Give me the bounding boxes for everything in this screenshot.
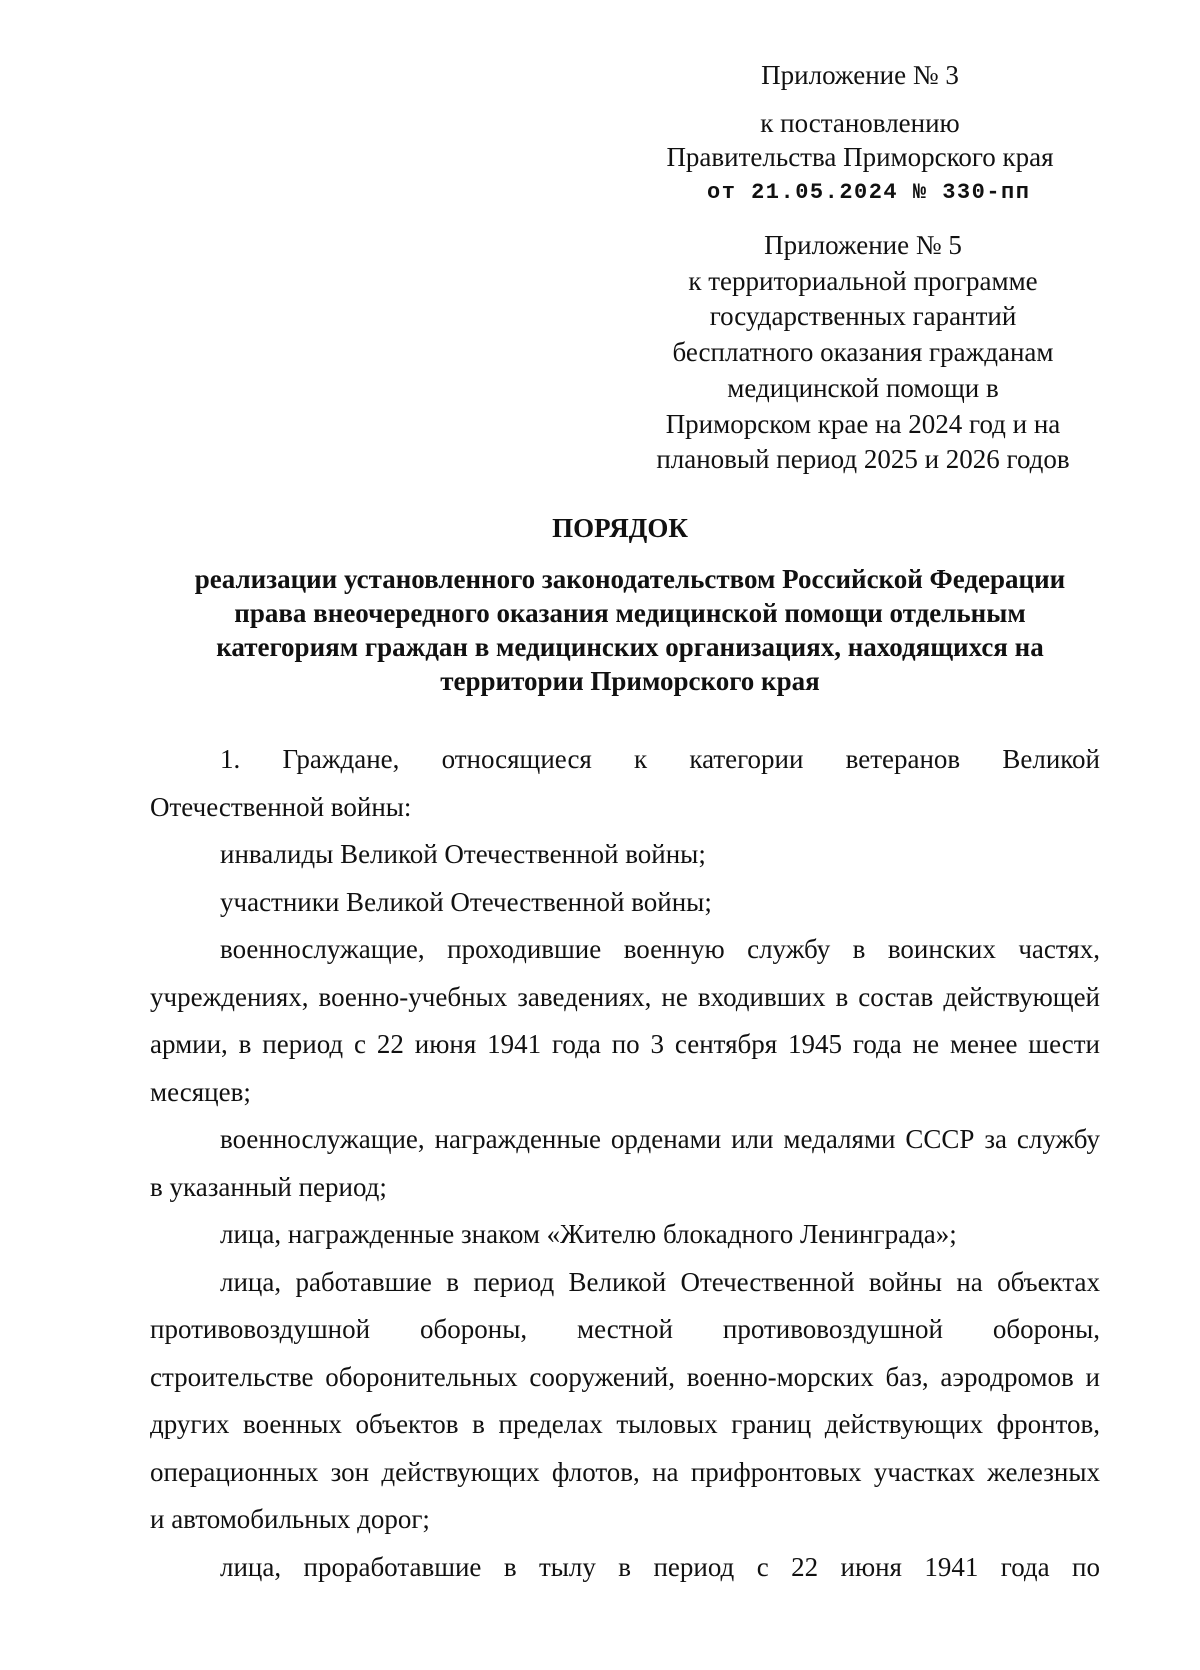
body-line: армии, в период с 22 июня 1941 года по 3 сентября 1945 года не менее шести bbox=[150, 1029, 1100, 1059]
body-line: военнослужащие, проходившие военную службу в воинских частях, bbox=[220, 934, 1100, 964]
program-line: бесплатного оказания гражданам bbox=[672, 337, 1054, 368]
resolution-attachment-header bbox=[640, 58, 1080, 174]
body-line: и автомобильных дорог; bbox=[150, 1504, 430, 1534]
program-attachment-header bbox=[640, 228, 1086, 478]
body-line: военнослужащие, награжденные орденами или медалями СССР за службу bbox=[220, 1124, 1100, 1154]
attachment-5-label: Приложение № 5 bbox=[764, 230, 962, 260]
body-line: учреждениях, военно-учебных заведениях, не входивших в состав действующей bbox=[150, 981, 1100, 1012]
program-line: к территориальной программе bbox=[688, 265, 1038, 296]
resolution-date-number-stamp: от 21.05.2024 № 330-пп bbox=[707, 180, 1031, 205]
attachment-3-label: Приложение № 3 bbox=[761, 60, 959, 90]
item-1-word: Великой bbox=[1002, 744, 1100, 774]
program-line: медицинской помощи в bbox=[727, 372, 999, 403]
body-line: в указанный период; bbox=[150, 1171, 387, 1202]
program-line: Приморском крае на 2024 год и на bbox=[665, 408, 1061, 439]
program-line: плановый период 2025 и 2026 годов bbox=[656, 444, 1070, 475]
item-1-word: 1. bbox=[220, 744, 241, 774]
body-line: лица, проработавшие в тылу в период с 22 июня 1941 года по bbox=[220, 1551, 1100, 1582]
item-1-word: Граждане, bbox=[282, 744, 400, 774]
resolution-reference: к постановлению bbox=[760, 108, 960, 138]
subtitle-line: реализации установленного законодательством Российской Федерации bbox=[194, 564, 1066, 594]
body-line: других военных объектов в пределах тыловых границ действующих фронтов, bbox=[150, 1409, 1100, 1439]
subtitle-line: права внеочередного оказания медицинской помощи отдельным bbox=[234, 598, 1026, 628]
item-1-word: к bbox=[634, 744, 648, 774]
body-line: операционных зон действующих флотов, на прифронтовых участках железных bbox=[150, 1456, 1100, 1487]
item-1-word: относящиеся bbox=[441, 744, 592, 774]
government-name: Правительства Приморского края bbox=[666, 142, 1054, 172]
body-line: строительстве оборонительных сооружений, военно-морских баз, аэродромов и bbox=[150, 1361, 1100, 1392]
item-1-word: категории bbox=[689, 744, 804, 774]
body-line: месяцев; bbox=[150, 1076, 251, 1107]
item-1-word: ветеранов bbox=[845, 744, 961, 774]
body-line: лица, награжденные знаком «Жителю блокадного Ленинграда»; bbox=[220, 1219, 957, 1249]
subtitle-line: территории Приморского края bbox=[440, 666, 820, 696]
document-body bbox=[150, 742, 1100, 1597]
body-line: противовоздушной обороны, местной противовоздушной обороны, bbox=[150, 1314, 1100, 1344]
body-line: участники Великой Отечественной войны; bbox=[220, 886, 712, 917]
document-subtitle bbox=[150, 562, 1110, 698]
program-line: государственных гарантий bbox=[709, 301, 1017, 332]
body-line: Отечественной войны: bbox=[150, 791, 412, 822]
subtitle-line: категориям граждан в медицинских организациях, находящихся на bbox=[216, 632, 1044, 662]
document-title: ПОРЯДОК bbox=[552, 513, 688, 543]
body-line: инвалиды Великой Отечественной войны; bbox=[220, 839, 706, 869]
item-1-first-line bbox=[150, 742, 1100, 790]
body-line: лица, работавшие в период Великой Отечественной войны на объектах bbox=[220, 1266, 1100, 1297]
